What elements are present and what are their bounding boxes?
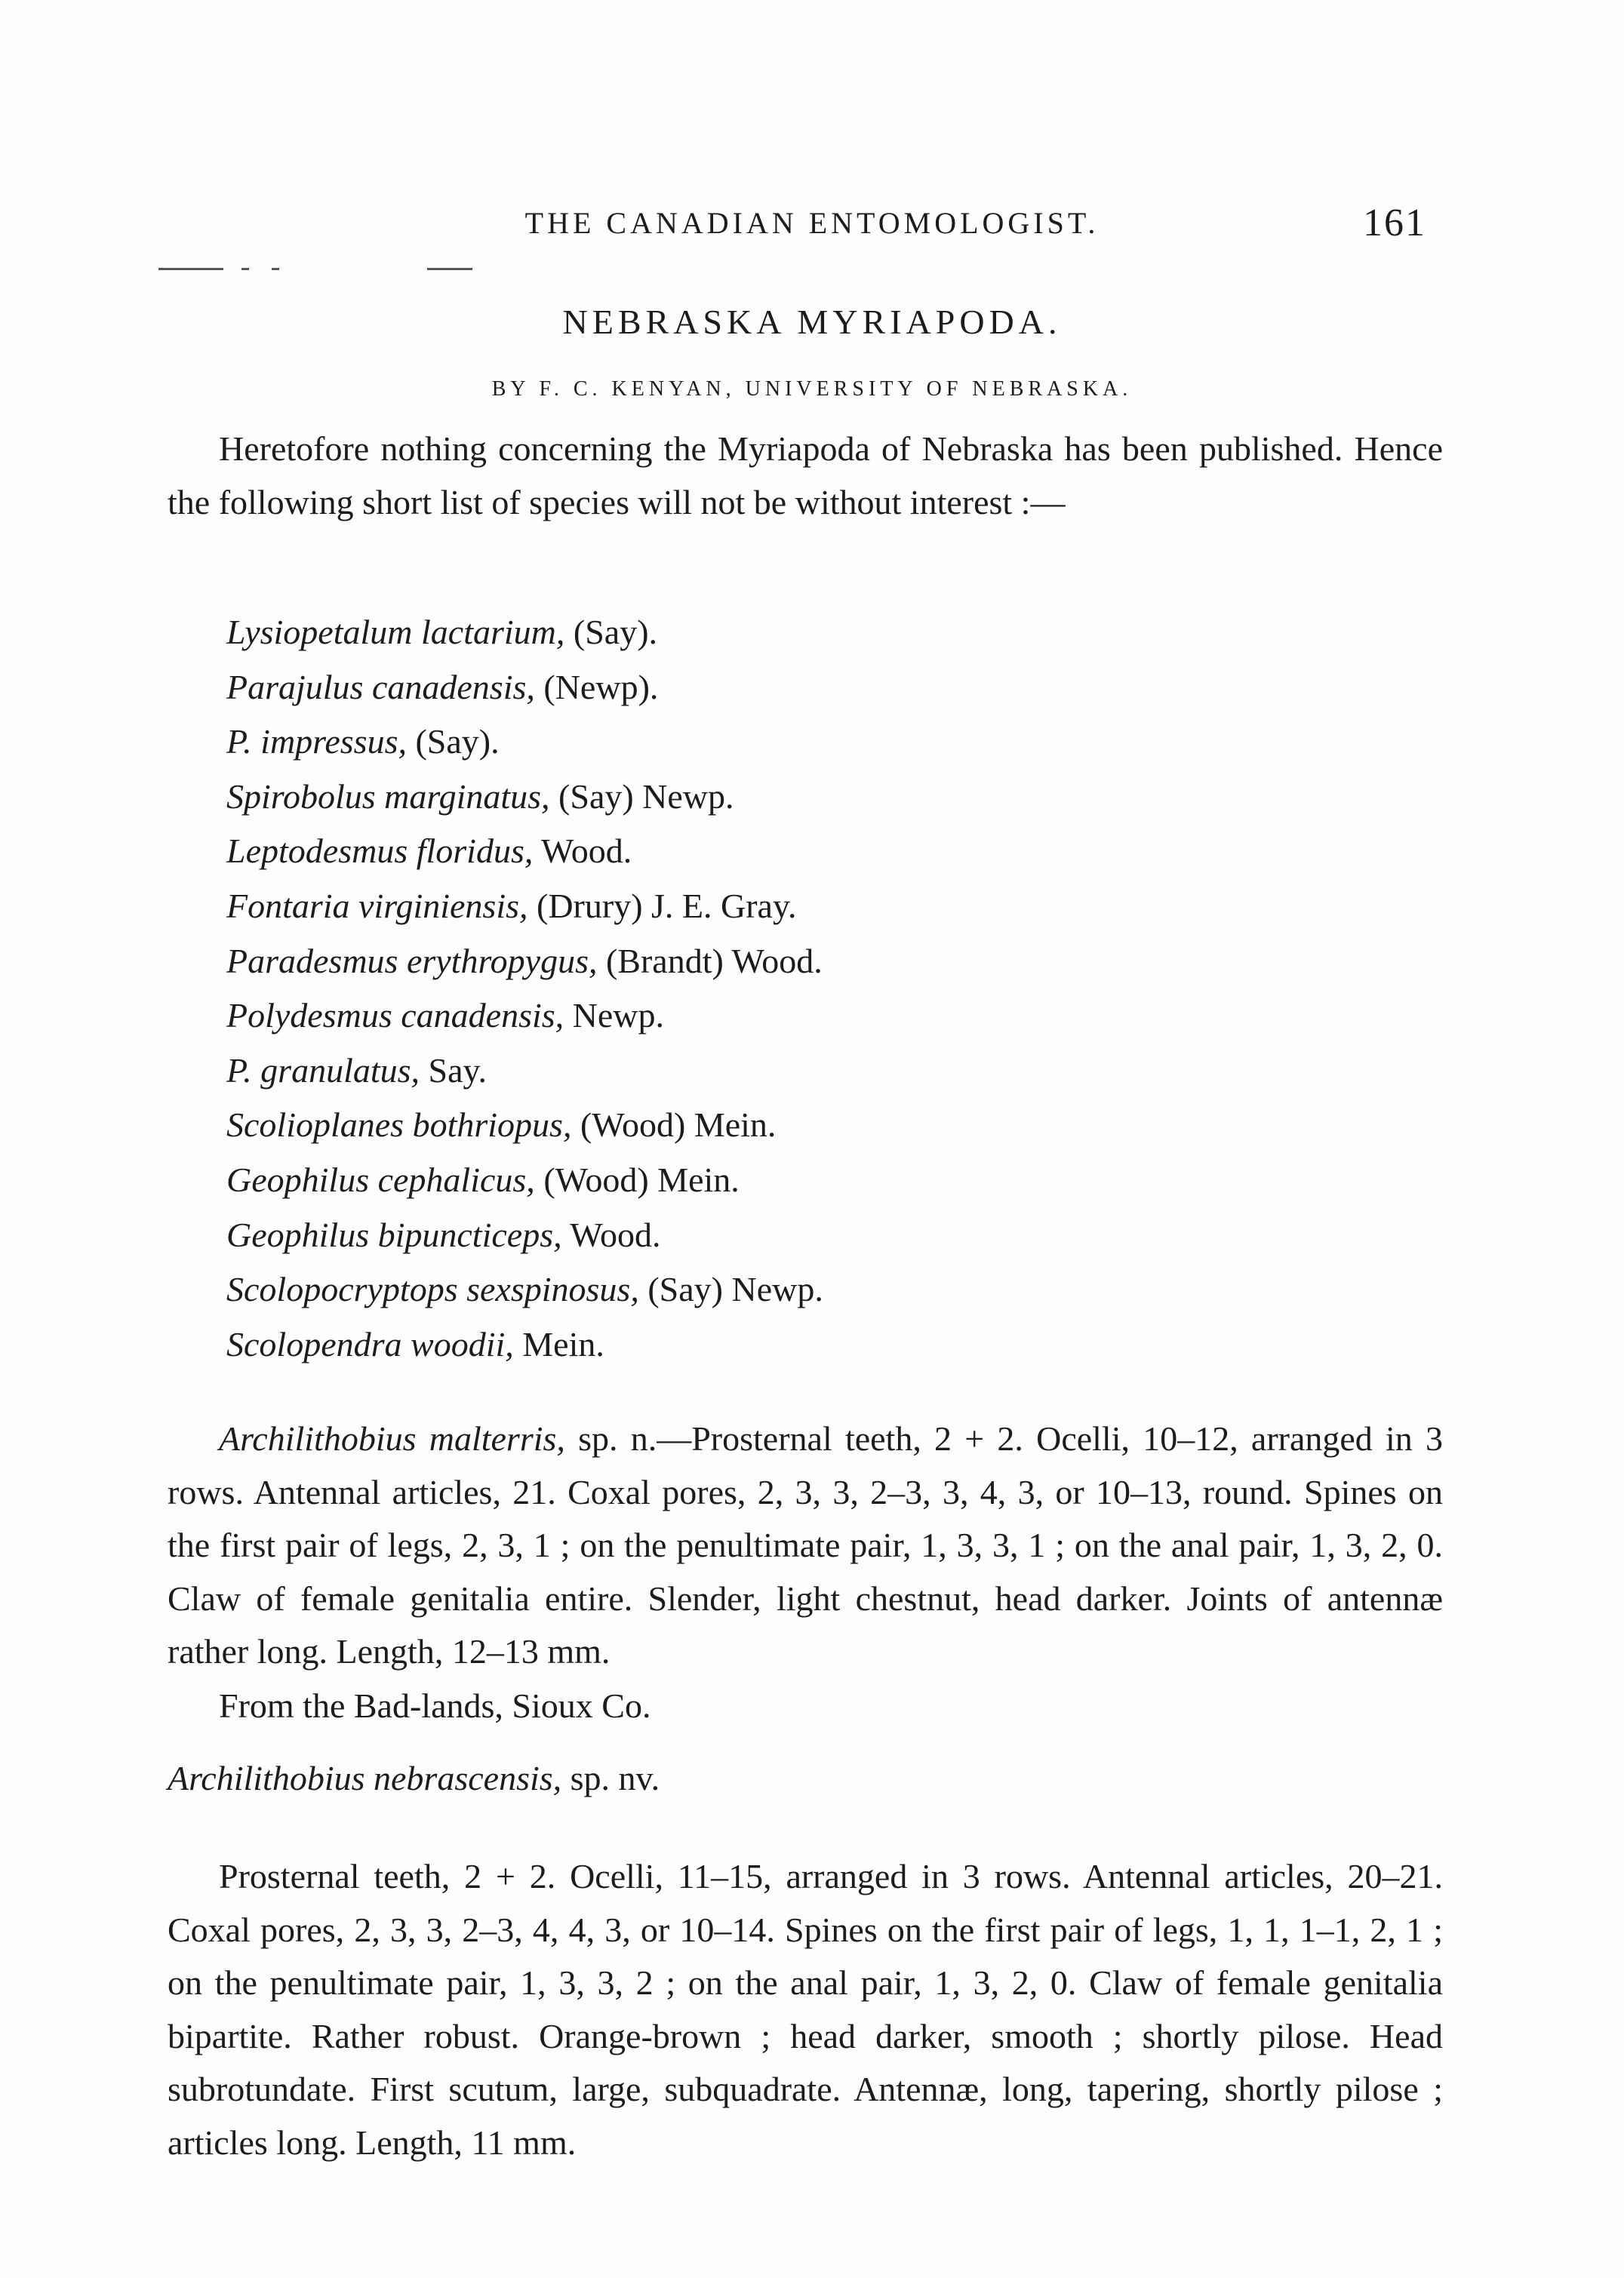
species-status: sp. nv. [561, 1759, 660, 1797]
species-list [226, 605, 823, 1372]
species-entry [226, 1153, 823, 1208]
species-author: Mein. [522, 1324, 604, 1363]
byline: BY F. C. KENYAN, UNIVERSITY OF NEBRASKA. [491, 377, 1133, 401]
intro-paragraph: Heretofore nothing concerning the Myriapoda of Nebraska has been published. Hence the following short list of species will not be without interest :— [168, 429, 1443, 521]
species-entry [226, 715, 823, 770]
species-entry [226, 605, 823, 660]
species-name: Scolopocryptops sexspinosus, [226, 1270, 639, 1309]
species-author: (Wood) Mein. [543, 1160, 740, 1199]
running-head [0, 201, 1624, 246]
species-entry [226, 1262, 823, 1317]
header-rule [427, 268, 472, 270]
species-author: Wood. [570, 1215, 661, 1254]
species-entry [226, 770, 823, 825]
species-entry [226, 988, 823, 1044]
species-entry [226, 1208, 823, 1263]
species-author: (Brandt) Wood. [605, 941, 823, 980]
species-entry [226, 660, 823, 715]
species-author: (Say) Newp. [558, 776, 734, 816]
description-nebrascensis: Prosternal teeth, 2 + 2. Ocelli, 11–15, arranged in 3 rows. Antennal articles, 20–21. Coxal pores, 2, 3, 3, 2–3, 4, 4, 3, or 10–14. Spines on the first pair of legs, 1, 1, 1–1, 2, 1 ; on the penultimate pair, 1, 3, 3, 2 ; on the anal pair, 1, 3, 2, 0. Claw of female genitalia bipartite. Rather robust. Orange-brown ; head darker, smooth ; shortly pilose. Head subrotundate. First scutum, large, subquadrate. Antennæ, long, tapering, shortly pilose ; articles long. Length, 11 mm. [168, 1857, 1443, 2162]
species-entry [226, 934, 823, 989]
species-name: Archilithobius nebrascensis, [168, 1759, 562, 1797]
species-author: Say. [428, 1050, 488, 1090]
species-name: Spirobolus marginatus, [226, 776, 550, 816]
species-name: Polydesmus canadensis, [226, 996, 564, 1035]
species-author: Newp. [572, 996, 665, 1035]
species-entry [226, 1098, 823, 1153]
locality-note: From the Bad-lands, Sioux Co. [219, 1686, 651, 1725]
species-entry [226, 879, 823, 934]
species-name: Geophilus cephalicus, [226, 1160, 535, 1199]
species-name: P. granulatus, [226, 1050, 420, 1090]
species-entry [226, 1317, 823, 1373]
species-name: Leptodesmus floridus, [226, 832, 534, 871]
species-name: Archilithobius malterris, [219, 1419, 565, 1458]
species-entry [226, 1044, 823, 1099]
header-rule [158, 268, 223, 270]
species-name: Fontaria virginiensis, [226, 886, 528, 925]
species-author: (Wood) Mein. [580, 1105, 777, 1145]
description-text: sp. n.—Prosternal teeth, 2 + 2. Ocelli, 10–12, arranged in 3 rows. Antennal articles, 21. Coxal pores, 2, 3, 3, 2–3, 3, 4, 3, or 10–13, round. Spines on the first pair of legs, 2, 3, 1 ; on the penultimate pair, 1, 3, 3, 1 ; on the anal pair, 1, 3, 2, 0. Claw of female genitalia entire. Slender, light chestnut, head darker. Joints of antennæ rather long. Length, 12–13 mm. [168, 1419, 1443, 1671]
species-entry [226, 824, 823, 879]
species-name: Paradesmus erythropygus, [226, 941, 598, 980]
description-malterris [168, 1413, 1443, 1679]
species-name: P. impressus, [226, 722, 407, 761]
species-author: (Drury) J. E. Gray. [537, 886, 797, 925]
species-author: Wood. [541, 832, 632, 871]
species-author: (Newp). [543, 667, 659, 706]
species-name: Scolopendra woodii, [226, 1324, 514, 1363]
species-name: Geophilus bipuncticeps, [226, 1215, 562, 1254]
header-rule [241, 268, 249, 270]
species-name: Scolioplanes bothriopus, [226, 1105, 572, 1145]
species-author: (Say) Newp. [647, 1270, 823, 1309]
species-author: (Say). [415, 722, 500, 761]
article-title: NEBRASKA MYRIAPODA. [562, 303, 1062, 341]
species-author: (Say). [573, 613, 658, 651]
page-number: 161 [1363, 201, 1426, 244]
species-heading-nebrascensis [168, 1752, 1443, 1806]
species-name: Lysiopetalum lactarium, [226, 613, 565, 651]
journal-title: THE CANADIAN ENTOMOLOGIST. [524, 206, 1100, 240]
header-rule [272, 268, 279, 270]
species-name: Parajulus canadensis, [226, 667, 535, 706]
